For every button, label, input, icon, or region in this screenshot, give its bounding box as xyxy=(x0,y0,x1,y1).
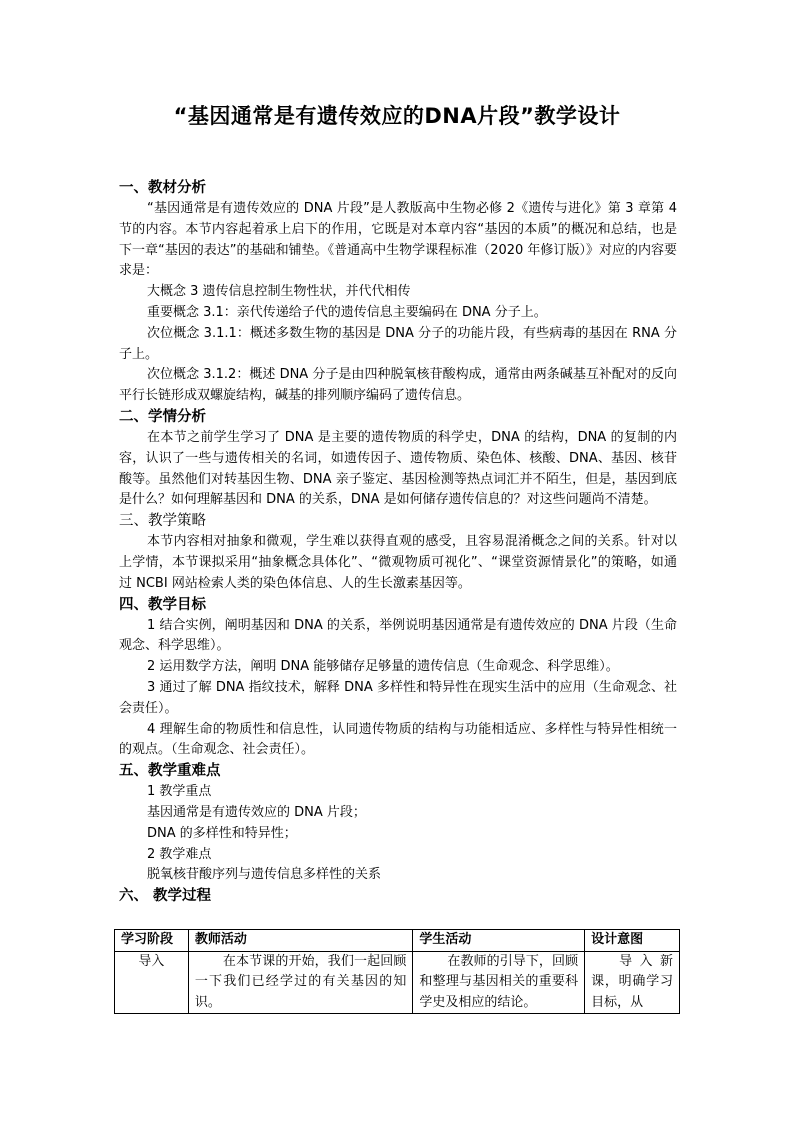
goal-3: 3 通过了解 DNA 指纹技术，解释 DNA 多样性和特异性在现实生活中的应用（生命观念、社会责任）。 xyxy=(119,679,677,716)
section-heading-student-analysis: 二、学情分析 xyxy=(119,408,206,425)
teaching-strategy-paragraph: 本节内容相对抽象和微观，学生难以获得直观的感受，且容易混淆概念之间的关系。针对以上学情，本节课拟采用“抽象概念具体化”、“微观物质可视化”、“课堂资源情景化”的策略，如通过 NCBI 网站检索人类的染色体信息、人的生长激素基因等。 xyxy=(119,534,677,591)
document-title: “基因通常是有遗传效应的DNA片段”教学设计 xyxy=(173,104,621,128)
key-point-2: DNA 的多样性和特异性； xyxy=(147,825,297,841)
design-intent-cell: 导入新课，明确学习目标，从 xyxy=(585,951,680,1014)
section-heading-teaching-process: 六、 教学过程 xyxy=(119,888,212,905)
difficult-point-1: 脱氧核苷酸序列与遗传信息多样性的关系 xyxy=(147,867,382,883)
teaching-process-table xyxy=(114,929,680,1014)
section-heading-textbook-analysis: 一、教材分析 xyxy=(119,180,206,196)
sub-concept-1-line: 次位概念 3.1.1：概述多数生物的基因是 DNA 分子的功能片段，有些病毒的基因在 RNA 分子上。 xyxy=(119,325,677,362)
document-body xyxy=(119,178,677,907)
section-heading-teaching-goals: 四、教学目标 xyxy=(119,596,206,613)
goal-2: 2 运用数学方法，阐明 DNA 能够储存足够量的遗传信息（生命观念、科学思维）。 xyxy=(147,659,619,675)
sub-concept-2-line: 次位概念 3.1.2：概述 DNA 分子是由四种脱氧核苷酸构成，通常由两条碱基互补配对的反向平行长链形成双螺旋结构，碱基的排列顺序编码了遗传信息。 xyxy=(119,367,677,404)
section-heading-key-points: 五、教学重难点 xyxy=(119,763,221,780)
teacher-activity-cell: 在本节课的开始，我们一起回顾一下我们已经学过的有关基因的知识。 xyxy=(188,951,413,1014)
section-heading-teaching-strategy: 三、教学策略 xyxy=(119,513,206,530)
student-activity-cell: 在教师的引导下，回顾和整理与基因相关的重要科学史及相应的结论。 xyxy=(413,951,585,1014)
key-point-1: 基因通常是有遗传效应的 DNA 片段； xyxy=(147,804,366,820)
important-concept-line: 重要概念 3.1：亲代传递给子代的遗传信息主要编码在 DNA 分子上。 xyxy=(147,304,547,320)
student-analysis-paragraph: 在本节之前学生学习了 DNA 是主要的遗传物质的科学史，DNA 的结构，DNA 的复制的内容，认识了一些与遗传相关的名词，如遗传因子、遗传物质、染色体、核酸、DNA、基因、核苷酸等。虽然他们对转基因生物、DNA 亲子鉴定、基因检测等热点词汇并不陌生，但是，基因到底是什么？如何理解基因和 DNA 的关系，DNA 是如何储存遗传信息的？对这些问题尚不清楚。 xyxy=(119,429,677,508)
table-header-cell: 学生活动 xyxy=(413,930,585,952)
big-concept-line: 大概念 3 遗传信息控制生物性状，并代代相传 xyxy=(147,284,411,300)
table-header-cell: 学习阶段 xyxy=(115,930,189,952)
goal-1: 1 结合实例，阐明基因和 DNA 的关系，举例说明基因通常是有遗传效应的 DNA 片段（生命观念、科学思维）。 xyxy=(119,617,677,654)
goal-4: 4 理解生命的物质性和信息性，认同遗传物质的结构与功能相适应、多样性与特异性相统一的观点。（生命观念、社会责任）。 xyxy=(119,721,677,758)
table-header-cell: 教师活动 xyxy=(188,930,413,952)
stage-cell: 导入 xyxy=(115,951,189,1014)
textbook-analysis-paragraph: “基因通常是有遗传效应的 DNA 片段”是人教版高中生物必修 2《遗传与进化》第 3 章第 4 节的内容。本节内容起着承上启下的作用，它既是对本章内容“基因的本质”的概况和总结，也是下一章“基因的表达”的基础和铺垫。《普通高中生物学课程标准（2020 年修订版）》对应的内容要求是： xyxy=(119,201,677,279)
difficult-point-label: 2 教学难点 xyxy=(147,846,212,862)
table-header-row xyxy=(115,930,680,952)
key-point-label: 1 教学重点 xyxy=(147,784,212,800)
table-header-cell: 设计意图 xyxy=(585,930,680,952)
table-row xyxy=(115,951,680,1014)
